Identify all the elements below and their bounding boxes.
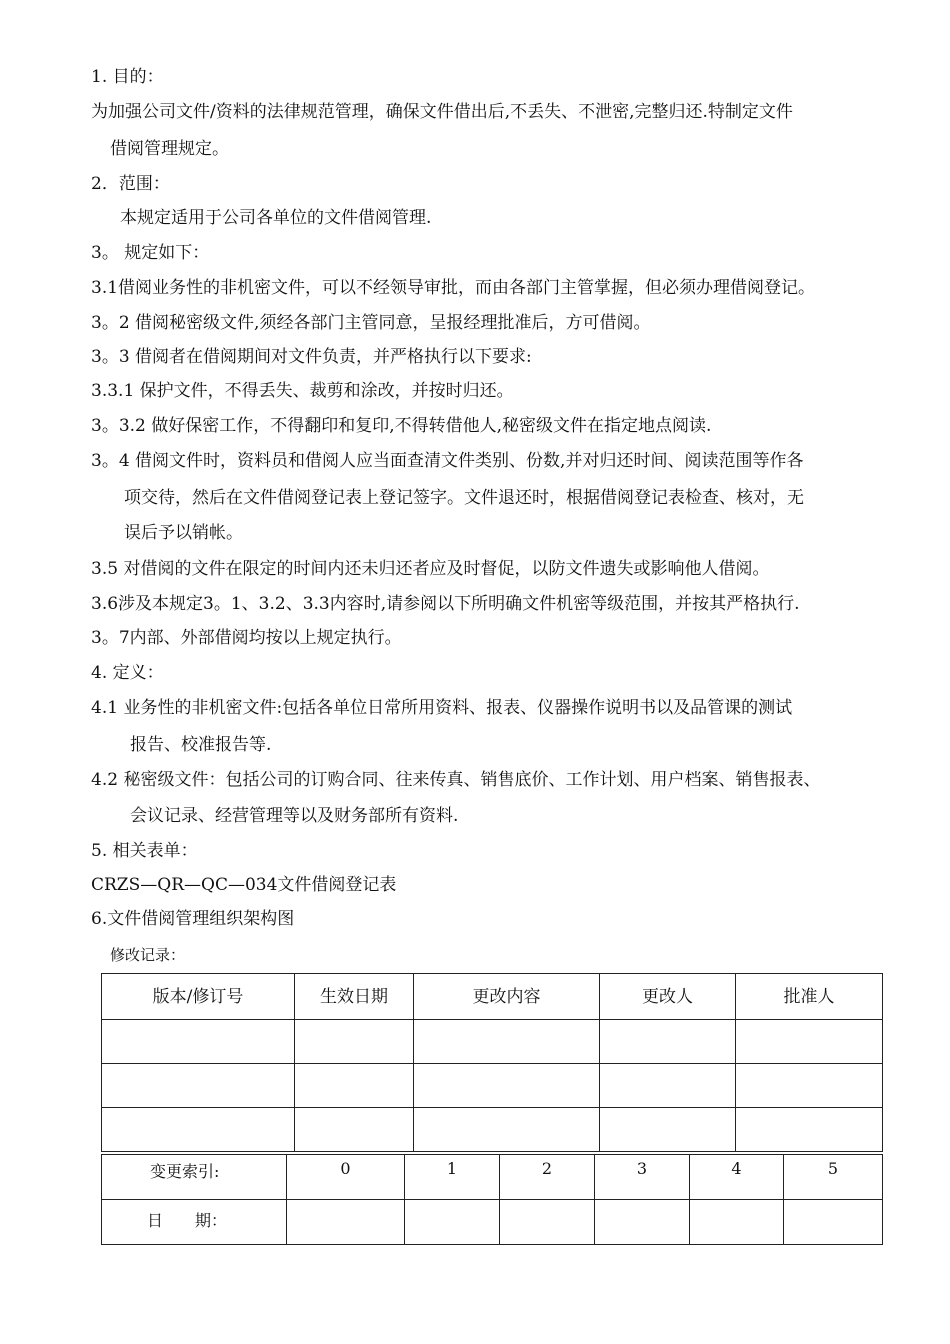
rule-3-3-1: 3.3.1 保护文件，不得丢失、裁剪和涂改，并按时归还。 [91,381,514,401]
rule-3-1: 3.1借阅业务性的非机密文件，可以不经领导审批，而由各部门主管掌握，但必须办理借阅登记。 [91,278,816,298]
rule-3-3: 3。3 借阅者在借阅期间对文件负责，并严格执行以下要求: [91,347,532,367]
section-4-heading: 4. 定义： [91,663,164,683]
header-version: 版本/修订号 [102,974,295,1020]
date-cell [595,1200,690,1245]
table-cell [736,1108,883,1152]
section-2-heading: 2．范围： [91,174,170,194]
revision-header-row [102,974,883,1020]
date-cell [784,1200,883,1245]
rule-3-7: 3。7内部、外部借阅均按以上规定执行。 [91,628,402,648]
table-cell [295,1108,414,1152]
purpose-text-line-2: 借阅管理规定。 [110,139,229,159]
header-changed-by: 更改人 [600,974,736,1020]
change-index-number: 2 [500,1155,595,1200]
table-cell [295,1020,414,1064]
change-index-row [102,1155,883,1200]
table-cell [414,1020,600,1064]
table-cell [295,1064,414,1108]
change-index-number: 5 [784,1155,883,1200]
date-cell [287,1200,405,1245]
date-cell [500,1200,595,1245]
table-cell [414,1064,600,1108]
section-3-heading: 3。 规定如下： [91,243,210,263]
table-cell [736,1020,883,1064]
table-cell [736,1064,883,1108]
rule-3-2: 3。2 借阅秘密级文件,须经各部门主管同意，呈报经理批准后，方可借阅。 [91,313,651,333]
date-cell [405,1200,500,1245]
section-1-heading: 1. 目的： [91,67,164,87]
table-cell [600,1108,736,1152]
definition-4-2-line-1: 4.2 秘密级文件：包括公司的订购合同、往来传真、销售底价、工作计划、用户档案、销售报表、 [91,770,821,790]
rule-3-4-line-2: 项交待，然后在文件借阅登记表上登记签字。文件退还时，根据借阅登记表检查、核对，无 [124,488,804,508]
revision-table [101,973,883,1152]
change-index-number: 1 [405,1155,500,1200]
definition-4-2-line-2: 会议记录、经营管理等以及财务部所有资料. [130,806,459,826]
rule-3-6: 3.6涉及本规定3。1、3.2、3.3内容时,请参阅以下所明确文件机密等级范围，并按其严格执行. [91,594,800,614]
header-approved-by: 批准人 [736,974,883,1020]
header-effective-date: 生效日期 [295,974,414,1020]
change-index-table [101,1154,883,1245]
definition-4-1-line-1: 4.1 业务性的非机密文件:包括各单位日常所用资料、报表、仪器操作说明书以及品管课的测试 [91,698,793,718]
date-cell [690,1200,784,1245]
rule-3-5: 3.5 对借阅的文件在限定的时间内还未归还者应及时督促，以防文件遗失或影响他人借阅。 [91,559,770,579]
table-cell [102,1108,295,1152]
table-cell [102,1020,295,1064]
purpose-text-line-1: 为加强公司文件/资料的法律规范管理，确保文件借出后,不丢失、不泄密,完整归还.特制定文件 [91,102,793,122]
table-cell [600,1020,736,1064]
rule-3-4-line-3: 误后予以销帐。 [124,523,243,543]
change-index-number: 0 [287,1155,405,1200]
header-change-content: 更改内容 [414,974,600,1020]
table-cell [600,1064,736,1108]
scope-text: 本规定适用于公司各单位的文件借阅管理. [120,208,432,228]
related-form-text: CRZS—QR—QC—034文件借阅登记表 [91,875,397,895]
table-row [102,1064,883,1108]
rule-3-3-2: 3。3.2 做好保密工作，不得翻印和复印,不得转借他人,秘密级文件在指定地点阅读. [91,416,712,436]
table-row [102,1108,883,1152]
table-cell [102,1064,295,1108]
date-row [102,1200,883,1245]
section-5-heading: 5. 相关表单： [91,841,198,861]
section-6-heading: 6.文件借阅管理组织架构图 [91,909,295,929]
definition-4-1-line-2: 报告、校准报告等. [130,735,272,755]
change-index-label: 变更索引: [102,1155,287,1200]
date-label: 日 期： [102,1200,287,1245]
rule-3-4-line-1: 3。4 借阅文件时，资料员和借阅人应当面查清文件类别、份数,并对归还时间、阅读范围等作各 [91,451,804,471]
table-cell [414,1108,600,1152]
change-index-number: 3 [595,1155,690,1200]
table-row [102,1020,883,1064]
change-index-number: 4 [690,1155,784,1200]
revision-record-label: 修改记录： [110,946,186,964]
